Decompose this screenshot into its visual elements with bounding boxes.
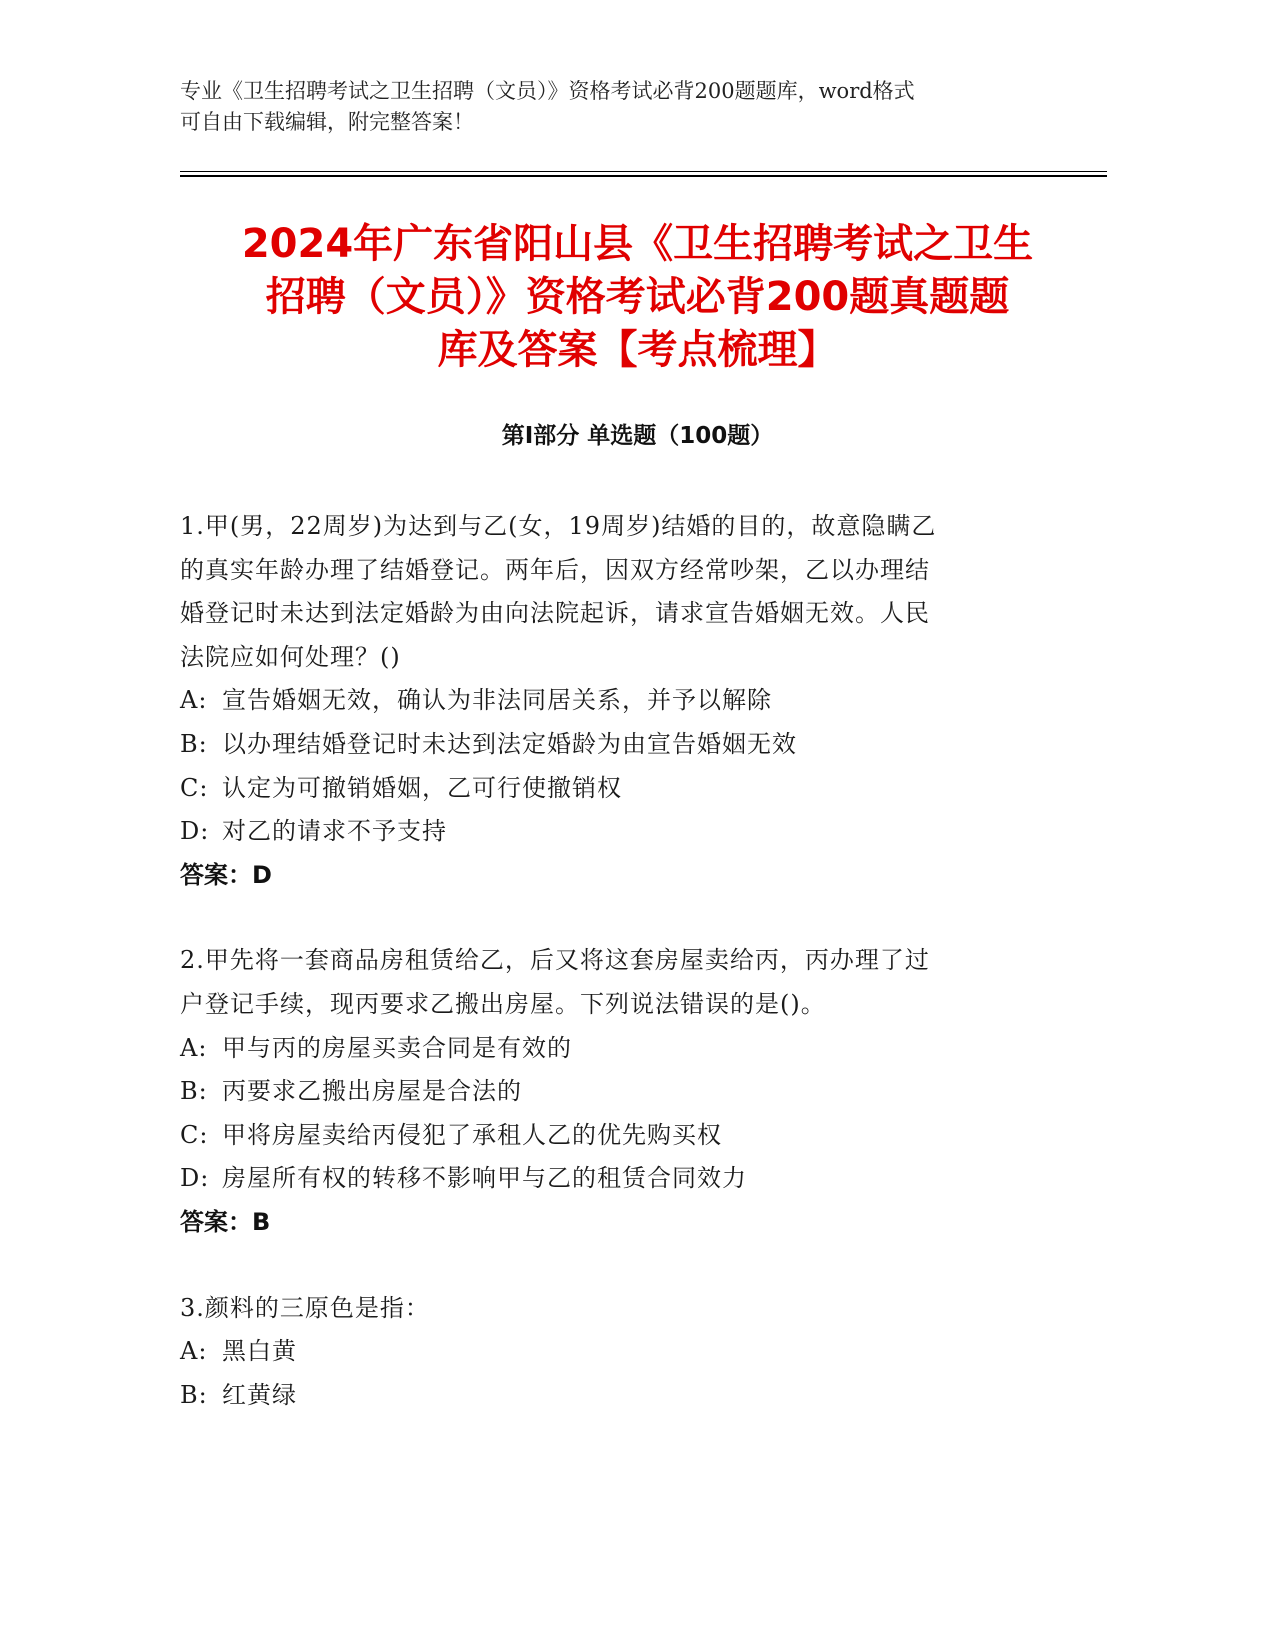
option-key: C:: [180, 773, 209, 802]
option-text: 房屋所有权的转移不影响甲与乙的租赁合同效力: [222, 1164, 747, 1193]
option-a: [180, 1027, 1040, 1071]
section-heading: 第Ⅰ部分 单选题（100题）: [501, 423, 774, 449]
answer-label: 答案：: [180, 860, 252, 889]
answer-value: B: [252, 1207, 271, 1236]
option-d: [180, 1157, 1040, 1201]
answer: [180, 1201, 1040, 1245]
title-line-2: 招聘（文员）》资格考试必背200题真题题: [265, 274, 1010, 320]
option-a: [180, 679, 1040, 723]
question-1: [180, 505, 1040, 897]
option-text: 红黄绿: [222, 1380, 297, 1409]
option-text: 甲将房屋卖给丙侵犯了承租人乙的优先购买权: [222, 1120, 722, 1149]
option-b: [180, 1374, 1040, 1418]
option-key: C:: [180, 1120, 209, 1149]
question-stem-line: 婚登记时未达到法定婚龄为由向法院起诉，请求宣告婚姻无效。人民: [180, 599, 930, 628]
header-line-1: 专业《卫生招聘考试之卫生招聘（文员）》资格考试必背200题题库，word格式: [180, 79, 915, 103]
question-stem-line: 3.颜料的三原色是指：: [180, 1293, 430, 1322]
option-key: B:: [180, 729, 208, 758]
header-note: [180, 76, 1060, 138]
question-stem-line: 的真实年龄办理了结婚登记。两年后，因双方经常吵架，乙以办理结: [180, 555, 930, 584]
option-key: A:: [180, 1337, 208, 1366]
question-stem-line: 2.甲先将一套商品房租赁给乙，后又将这套房屋卖给丙，丙办理了过: [180, 946, 930, 975]
option-key: A:: [180, 686, 208, 715]
option-text: 丙要求乙搬出房屋是合法的: [222, 1077, 522, 1106]
question-stem-line: 1.甲(男，22周岁)为达到与乙(女，19周岁)结婚的目的，故意隐瞒乙: [180, 512, 937, 540]
option-c: [180, 1114, 1040, 1158]
option-text: 甲与丙的房屋买卖合同是有效的: [222, 1033, 572, 1062]
option-key: A:: [180, 1033, 208, 1062]
option-text: 认定为可撤销婚姻，乙可行使撤销权: [222, 773, 622, 802]
question-stem-line: 户登记手续，现丙要求乙搬出房屋。下列说法错误的是()。: [180, 989, 826, 1018]
header-line-2: 可自由下载编辑，附完整答案！: [180, 110, 474, 134]
option-key: D:: [180, 817, 210, 846]
option-text: 对乙的请求不予支持: [222, 817, 447, 846]
option-key: D:: [180, 1164, 210, 1193]
question-stem-line: 法院应如何处理？(): [180, 642, 401, 671]
option-text: 宣告婚姻无效，确认为非法同居关系，并予以解除: [222, 686, 772, 715]
option-b: [180, 723, 1040, 767]
question-3: [180, 1287, 1040, 1418]
answer: [180, 854, 1040, 898]
option-key: B:: [180, 1380, 208, 1409]
option-b: [180, 1070, 1040, 1114]
title-line-1: 2024年广东省阳山县《卫生招聘考试之卫生: [241, 221, 1034, 267]
answer-value: D: [252, 860, 272, 889]
document-title: [150, 218, 1125, 377]
option-a: [180, 1330, 1040, 1374]
header-divider-top: [180, 171, 1107, 172]
answer-label: 答案：: [180, 1207, 252, 1236]
option-d: [180, 810, 1040, 854]
option-key: B:: [180, 1077, 208, 1106]
question-list: [180, 505, 1040, 1459]
header-divider-bottom: [180, 175, 1107, 177]
option-text: 黑白黄: [222, 1337, 297, 1366]
question-2: [180, 939, 1040, 1244]
option-text: 以办理结婚登记时未达到法定婚龄为由宣告婚姻无效: [222, 729, 797, 758]
option-c: [180, 767, 1040, 811]
title-line-3: 库及答案【考点梳理】: [437, 327, 838, 373]
